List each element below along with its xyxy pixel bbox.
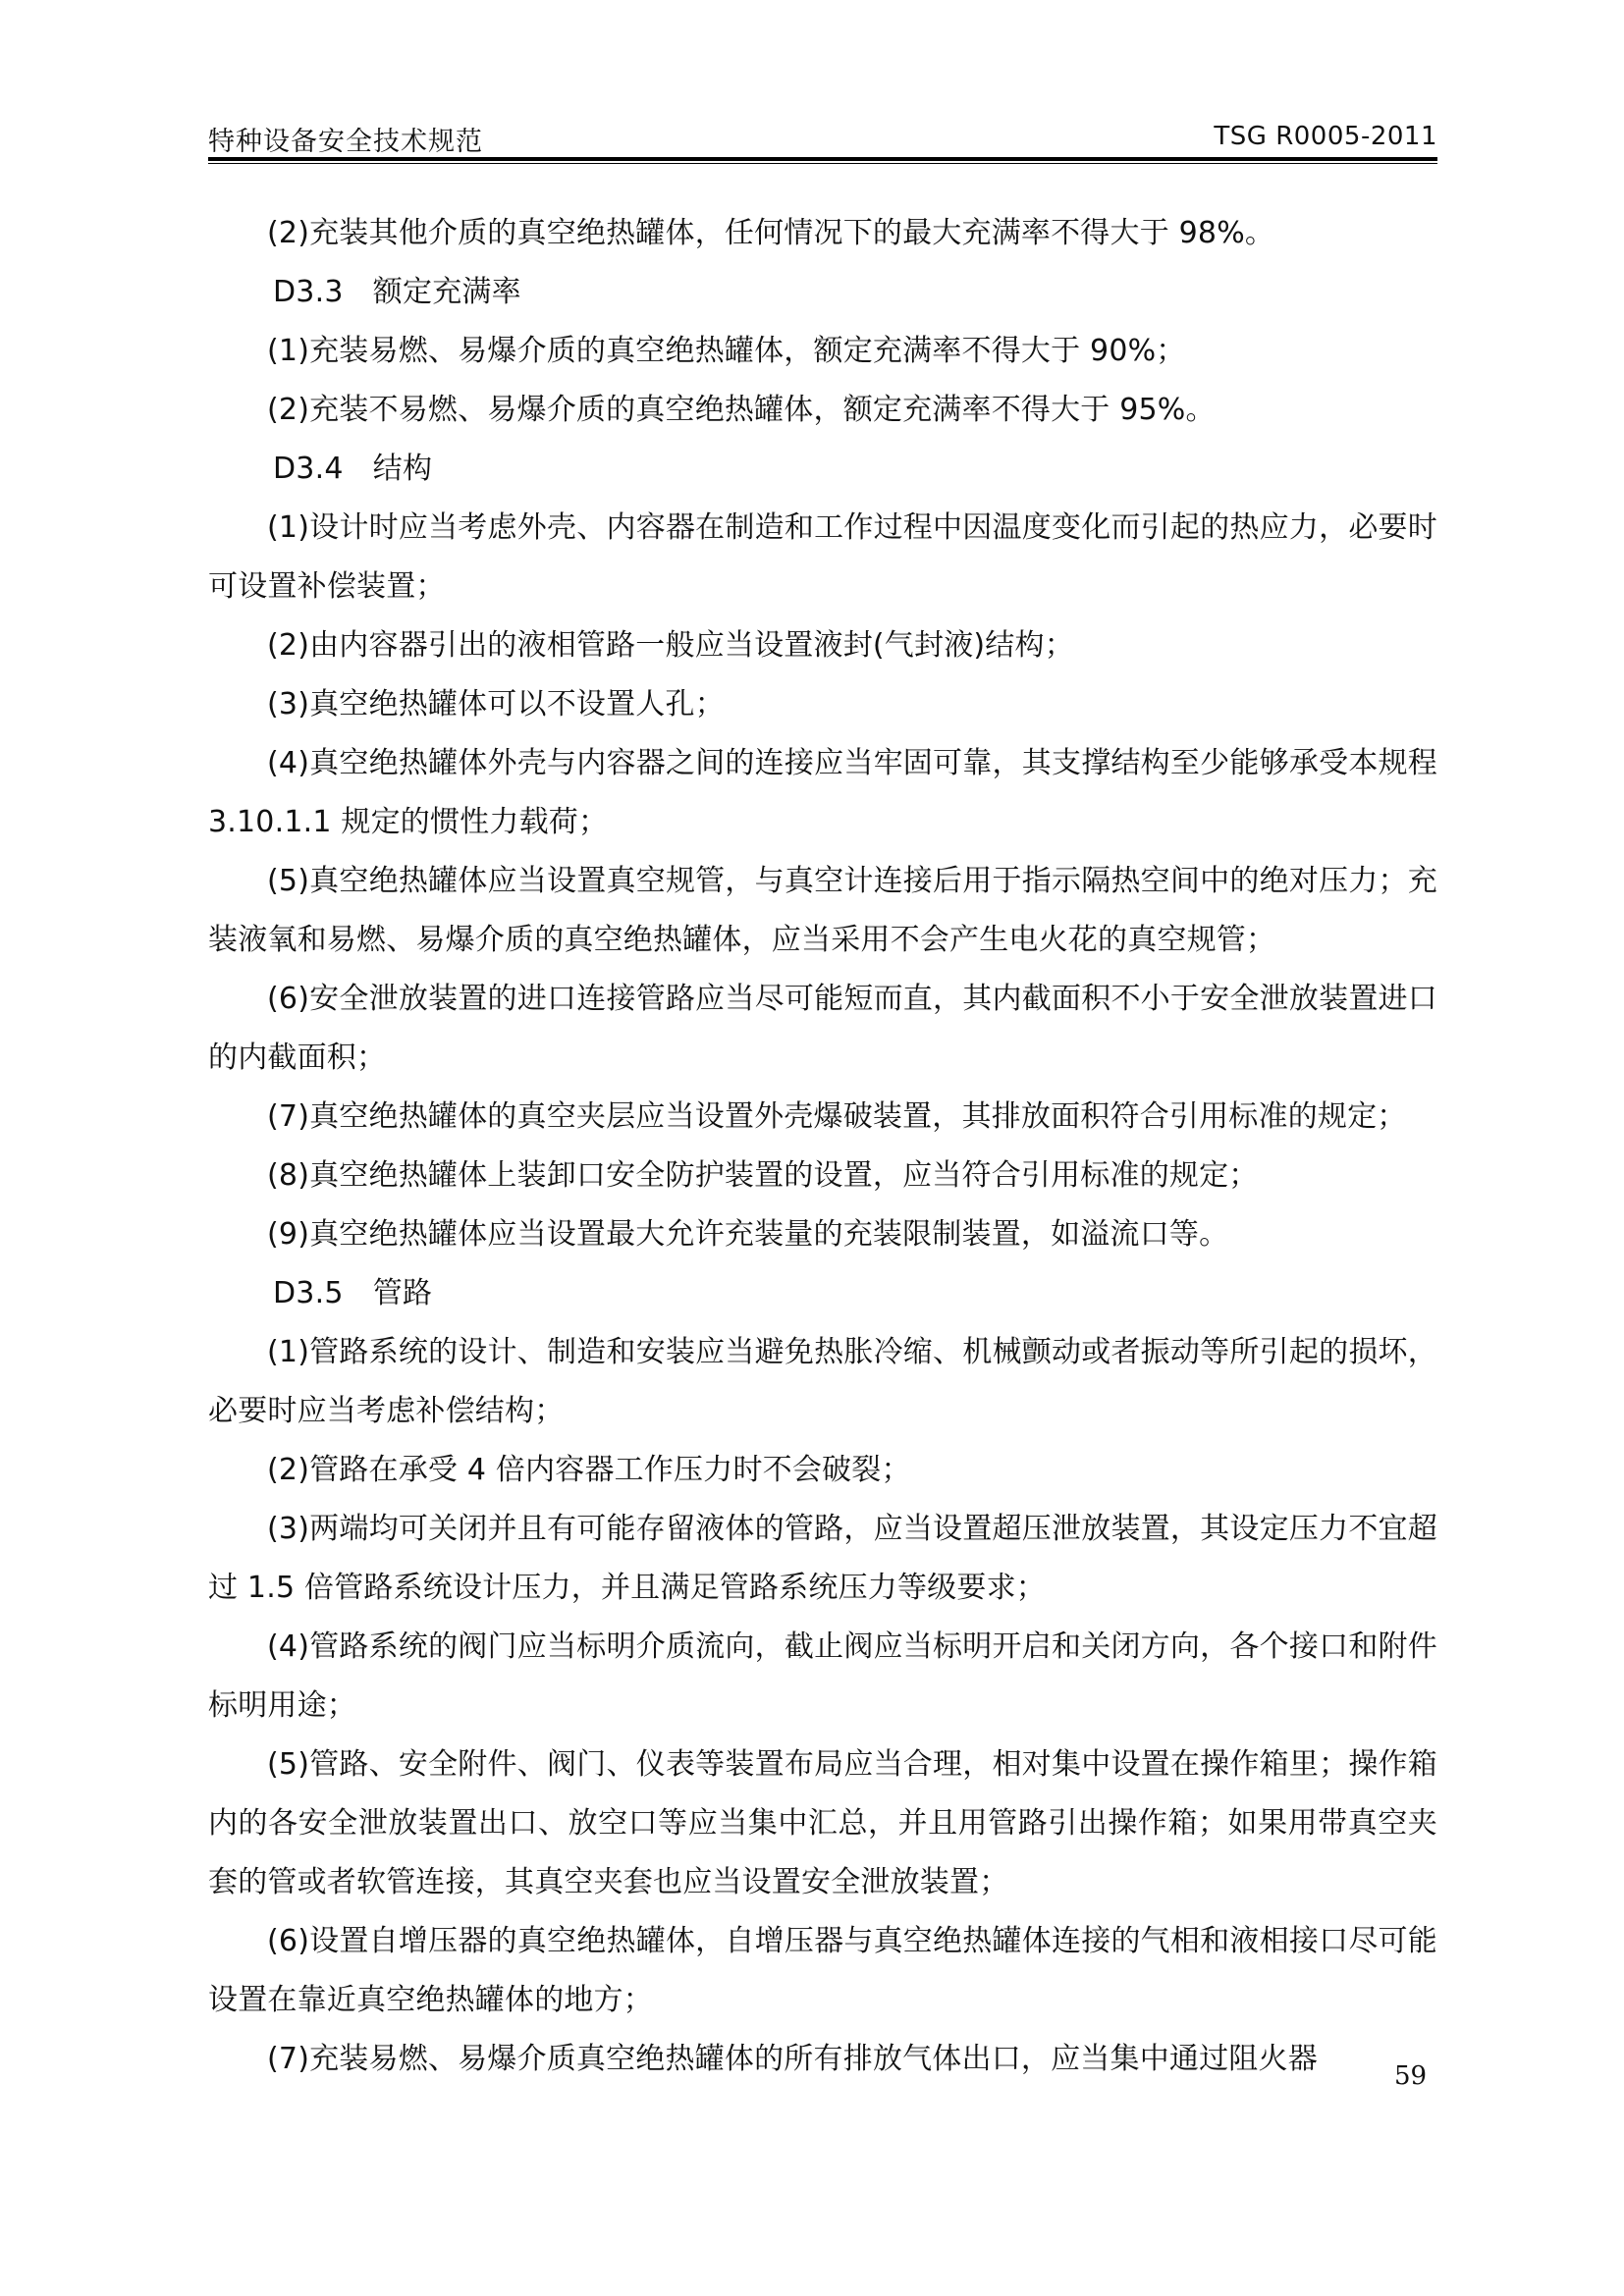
paragraph: (3)两端均可关闭并且有可能存留液体的管路，应当设置超压泄放装置，其设定压力不宜超过 1.5 倍管路系统设计压力，并且满足管路系统压力等级要求； [208, 1512, 1437, 1605]
section-heading-d3-3: D3.3 额定充满率 [273, 275, 521, 309]
paragraph: (1)管路系统的设计、制造和安装应当避免热胀冷缩、机械颤动或者振动等所引起的损坏，必要时应当考虑补偿结构； [208, 1335, 1437, 1428]
paragraph: (7)充装易燃、易爆介质真空绝热罐体的所有排放气体出口，应当集中通过阻火器 [267, 2042, 1318, 2076]
page-header [208, 120, 1437, 159]
page-number: 59 [1394, 2061, 1428, 2091]
section-heading-d3-5: D3.5 管路 [273, 1276, 433, 1310]
header-standard-code: TSG R0005-2011 [1214, 122, 1437, 151]
paragraph: (4)管路系统的阀门应当标明介质流向，截止阀应当标明开启和关闭方向，各个接口和附件标明用途； [208, 1629, 1437, 1723]
paragraph: (2)由内容器引出的液相管路一般应当设置液封(气封液)结构； [267, 628, 1074, 663]
paragraph: (6)设置自增压器的真空绝热罐体，自增压器与真空绝热罐体连接的气相和液相接口尽可能设置在靠近真空绝热罐体的地方； [208, 1924, 1437, 2017]
paragraph: (5)真空绝热罐体应当设置真空规管，与真空计连接后用于指示隔热空间中的绝对压力；充装液氧和易燃、易爆介质的真空绝热罐体，应当采用不会产生电火花的真空规管； [208, 864, 1437, 957]
paragraph: (3)真空绝热罐体可以不设置人孔； [267, 687, 725, 721]
paragraph: (2)管路在承受 4 倍内容器工作压力时不会破裂； [267, 1453, 911, 1487]
header-rule [208, 157, 1437, 161]
paragraph: (7)真空绝热罐体的真空夹层应当设置外壳爆破装置，其排放面积符合引用标准的规定； [267, 1099, 1407, 1134]
header-title: 特种设备安全技术规范 [208, 127, 483, 157]
paragraph: (1)设计时应当考虑外壳、内容器在制造和工作过程中因温度变化而引起的热应力，必要时可设置补偿装置； [208, 510, 1437, 604]
paragraph: (6)安全泄放装置的进口连接管路应当尽可能短而直，其内截面积不小于安全泄放装置进口的内截面积； [208, 982, 1437, 1075]
section-heading-d3-4: D3.4 结构 [273, 452, 433, 486]
page-body [208, 204, 1437, 2089]
paragraph: (5)管路、安全附件、阀门、仪表等装置布局应当合理，相对集中设置在操作箱里；操作箱内的各安全泄放装置出口、放空口等应当集中汇总，并且用管路引出操作箱；如果用带真空夹套的管或者软管连接，其真空夹套也应当设置安全泄放装置； [208, 1747, 1437, 1899]
paragraph: (4)真空绝热罐体外壳与内容器之间的连接应当牢固可靠，其支撑结构至少能够承受本规程 3.10.1.1 规定的惯性力载荷； [208, 746, 1437, 839]
paragraph: (2)充装其他介质的真空绝热罐体，任何情况下的最大充满率不得大于 98%。 [267, 216, 1275, 250]
paragraph: (9)真空绝热罐体应当设置最大允许充装量的充装限制装置，如溢流口等。 [267, 1217, 1229, 1252]
paragraph: (2)充装不易燃、易爆介质的真空绝热罐体，额定充满率不得大于 95%。 [267, 393, 1216, 427]
paragraph: (1)充装易燃、易爆介质的真空绝热罐体，额定充满率不得大于 90%； [267, 334, 1186, 368]
paragraph: (8)真空绝热罐体上装卸口安全防护装置的设置，应当符合引用标准的规定； [267, 1158, 1259, 1193]
header-rule-thin [208, 163, 1437, 164]
